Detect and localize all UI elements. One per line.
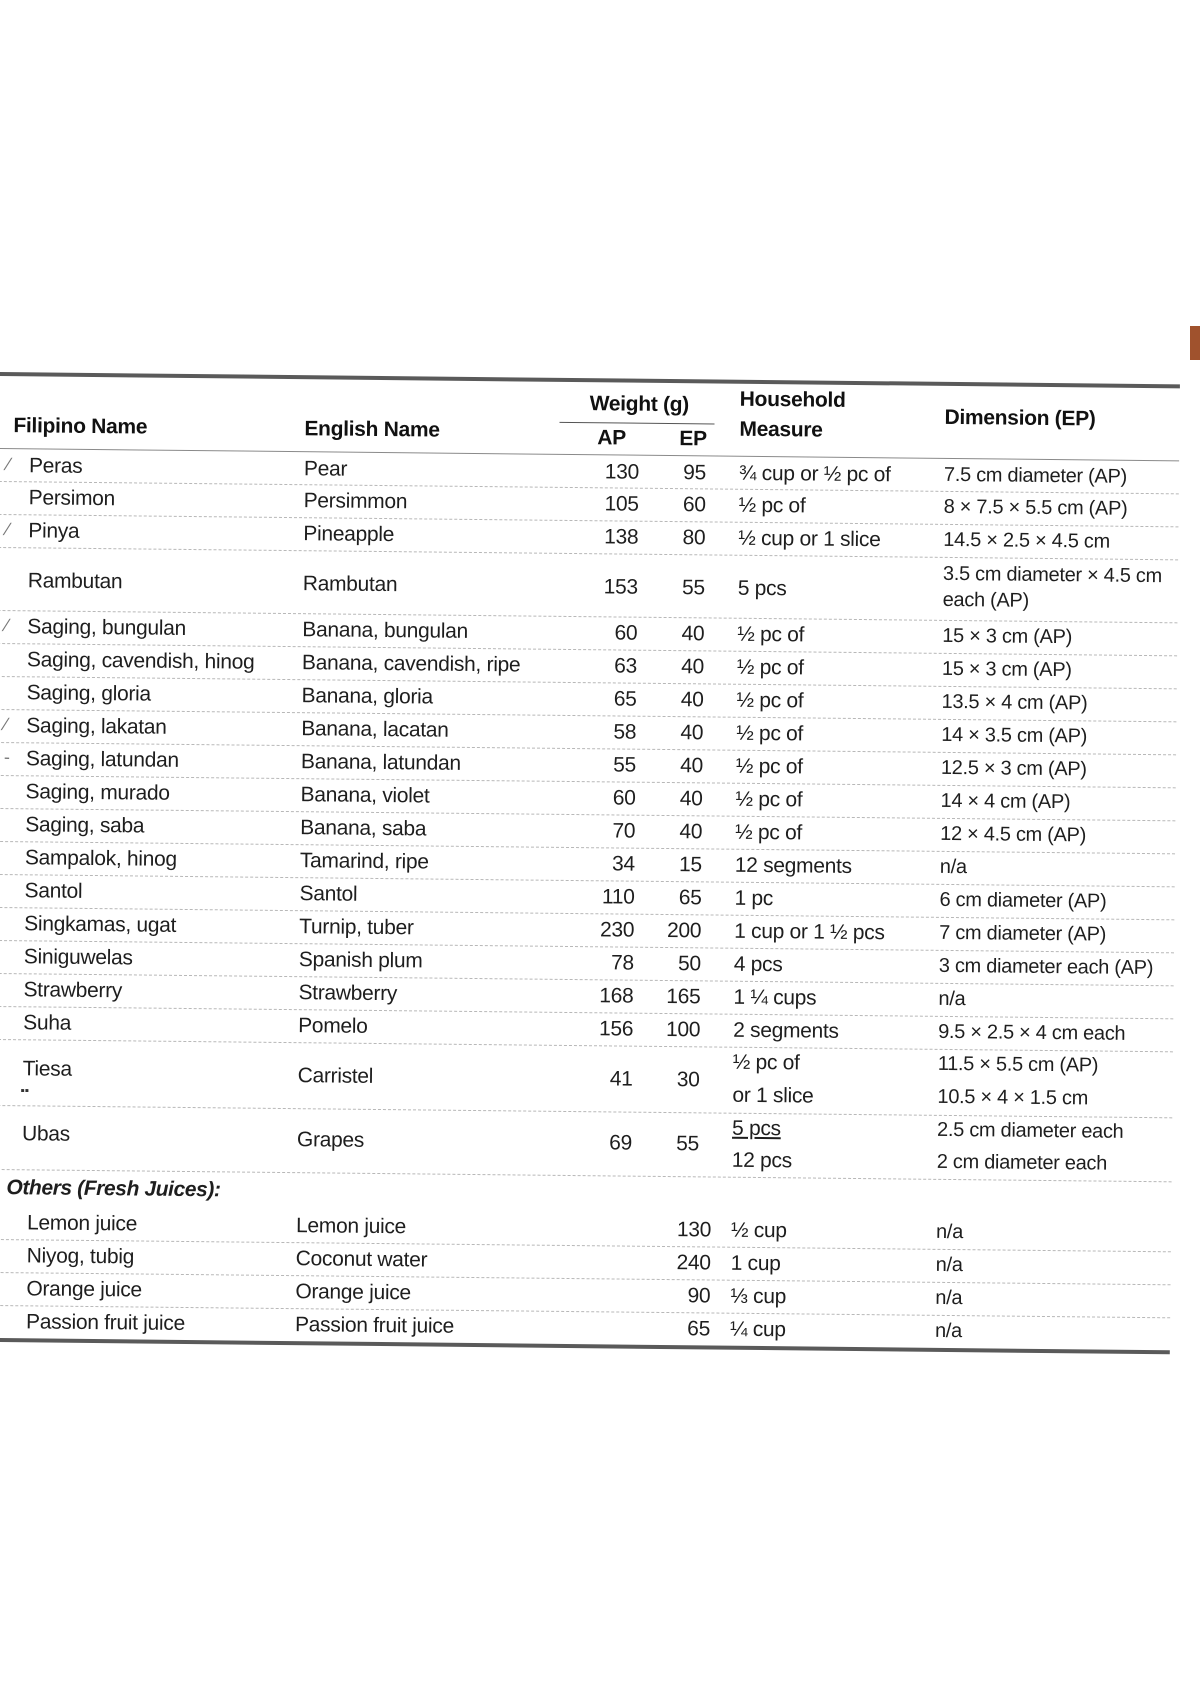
household-measure: ½ pc of: [735, 820, 803, 845]
weight-ep: 200: [666, 919, 702, 943]
english-name: Passion fruit juice: [294, 1313, 455, 1338]
filipino-name: Saging, gloria: [26, 681, 151, 706]
weight-ep: 65: [687, 1317, 711, 1341]
english-name: Persimmon: [303, 489, 408, 514]
check-mark: ⁄: [4, 714, 8, 735]
table-row: [0, 1105, 1172, 1182]
header-dimension: Dimension (EP): [944, 405, 1096, 431]
weight-ap: 70: [612, 819, 636, 843]
dimension: 15 × 3 cm (AP): [942, 624, 1073, 649]
filipino-name: Suha: [23, 1011, 72, 1035]
dimension: 12.5 × 3 cm (AP): [940, 756, 1087, 781]
english-name: Banana, saba: [300, 816, 427, 841]
filipino-name: Tiesa: [22, 1057, 72, 1081]
english-name: Banana, lacatan: [301, 717, 449, 742]
weight-ep: 30: [676, 1068, 700, 1092]
filipino-name: Saging, murado: [25, 780, 170, 805]
header-weight: Weight (g): [589, 392, 690, 417]
filipino-name: Niyog, tubig: [26, 1244, 135, 1269]
weight-ep: 95: [683, 461, 707, 485]
household-measure: 5 pcs: [737, 576, 787, 601]
filipino-name: Saging, saba: [25, 813, 145, 838]
dimension: n/a: [938, 987, 966, 1011]
dimension: 14 × 3.5 cm (AP): [941, 723, 1088, 748]
household-measure: 1 cup: [730, 1251, 781, 1276]
table-header: [0, 380, 1180, 461]
dimension: 14 × 4 cm (AP): [940, 789, 1071, 814]
english-name: Turnip, tuber: [299, 915, 414, 940]
weight-ep: 165: [666, 985, 701, 1009]
household-measure: 2 segments: [733, 1018, 839, 1043]
weight-ep: 40: [681, 655, 705, 679]
english-name: Pear: [303, 457, 348, 481]
dimension: n/a: [935, 1286, 963, 1310]
english-name: Orange juice: [295, 1280, 411, 1305]
dimension: n/a: [935, 1253, 963, 1277]
weight-ep: 40: [681, 622, 705, 646]
english-name: Banana, latundan: [300, 750, 461, 775]
food-exchange-table: [0, 372, 1185, 1384]
weight-ep: 60: [682, 493, 706, 517]
weight-ap: 69: [609, 1131, 633, 1155]
weight-ap: 105: [604, 492, 639, 516]
header-ep: EP: [679, 427, 707, 451]
dimension: 7.5 cm diameter (AP): [943, 463, 1128, 488]
filipino-name: Siniguwelas: [23, 945, 133, 970]
header-measure: Measure: [739, 417, 823, 442]
dimension: 11.5 × 5.5 cm (AP): [937, 1052, 1099, 1077]
english-name: Banana, bungulan: [302, 618, 469, 643]
english-name: Tamarind, ripe: [299, 849, 429, 874]
weight-ap: 110: [601, 885, 635, 909]
dimension-line-2: 10.5 × 4 × 1.5 cm: [937, 1085, 1089, 1110]
weight-ap: 78: [610, 951, 634, 975]
dimension-line-2: 2 cm diameter each: [936, 1150, 1108, 1175]
filipino-name: Singkamas, ugat: [24, 912, 177, 937]
household-measure: 12 segments: [734, 853, 852, 878]
english-name: Banana, violet: [300, 783, 430, 808]
weight-ep: 100: [665, 1018, 701, 1042]
filipino-name: Strawberry: [23, 978, 123, 1003]
household-measure: ½ pc of: [732, 1050, 800, 1075]
filipino-name: Saging, cavendish, hinog: [26, 648, 255, 674]
weight-ap: 138: [604, 525, 639, 549]
household-measure: ½ pc of: [738, 493, 806, 518]
dimension: 6 cm diameter (AP): [939, 888, 1107, 913]
weight-ap: 65: [613, 687, 637, 711]
weight-ap: 168: [599, 984, 634, 1008]
dimension: 9.5 × 2.5 × 4 cm each: [938, 1020, 1126, 1045]
weight-ep: 50: [677, 952, 701, 976]
filipino-name: Pinya: [28, 519, 80, 543]
header-ap: AP: [597, 426, 627, 450]
dimension-line-2: each (AP): [942, 588, 1030, 612]
household-measure: ½ pc of: [735, 787, 803, 812]
filipino-name: Peras: [28, 454, 83, 478]
household-measure: ¼ cup: [729, 1317, 786, 1342]
filipino-name: Santol: [24, 879, 83, 903]
filipino-name: Ubas: [21, 1122, 70, 1146]
check-mark: -: [3, 747, 11, 768]
filipino-name: Lemon juice: [26, 1211, 138, 1236]
household-measure: ½ cup or 1 slice: [738, 526, 881, 552]
header-household: Household: [739, 387, 846, 412]
dimension: 3 cm diameter each (AP): [938, 954, 1154, 980]
weight-ep: 40: [680, 688, 704, 712]
weight-ap: 60: [612, 786, 636, 810]
section-title: Others (Fresh Juices):: [6, 1176, 221, 1202]
english-name: Pineapple: [303, 522, 395, 547]
weight-ap: 58: [613, 720, 637, 744]
english-name: Banana, gloria: [301, 684, 433, 709]
weight-ep: 40: [680, 754, 704, 778]
margin-mark: ▪▪: [20, 1083, 30, 1098]
household-measure: 1 ¼ cups: [733, 985, 817, 1010]
weight-ap: 34: [611, 852, 636, 876]
dimension: 14.5 × 2.5 × 4.5 cm: [943, 528, 1111, 553]
household-measure: 1 pc: [734, 886, 774, 911]
filipino-name: Passion fruit juice: [25, 1310, 186, 1335]
english-name: Coconut water: [295, 1247, 428, 1272]
weight-header-divider: [559, 422, 714, 425]
weight-ep: 80: [682, 526, 706, 550]
weight-ep: 40: [679, 787, 703, 811]
dimension: n/a: [934, 1319, 963, 1343]
header-english-name: English Name: [304, 417, 440, 442]
weight-ap: 60: [614, 621, 638, 645]
household-measure: 1 cup or 1 ½ pcs: [734, 919, 885, 945]
book-page-edge: [1190, 326, 1200, 360]
weight-ep: 65: [678, 886, 702, 910]
english-name: Banana, cavendish, ripe: [301, 651, 521, 677]
weight-ep: 40: [680, 721, 704, 745]
dimension: 3.5 cm diameter × 4.5 cm: [942, 562, 1163, 588]
filipino-name: Sampalok, hinog: [24, 846, 177, 871]
check-mark: ⁄: [6, 519, 10, 540]
household-measure: ⅓ cup: [730, 1284, 787, 1309]
english-name: Grapes: [296, 1128, 365, 1152]
household-measure: ¾ cup or ½ pc of: [738, 461, 891, 487]
english-name: Spanish plum: [298, 948, 423, 973]
household-measure-line-2: or 1 slice: [732, 1083, 814, 1108]
check-mark: ⁄: [6, 454, 11, 475]
filipino-name: Orange juice: [26, 1277, 142, 1302]
household-measure: ½ pc of: [736, 688, 804, 713]
weight-ap: 230: [599, 918, 635, 942]
weight-ap: 156: [598, 1017, 634, 1041]
english-name: Carristel: [297, 1064, 374, 1088]
dimension: 15 × 3 cm (AP): [941, 657, 1072, 682]
household-measure: ½ cup: [730, 1218, 787, 1243]
household-measure: ½ pc of: [735, 754, 803, 779]
weight-ap: 55: [613, 753, 637, 777]
filipino-name: Saging, lakatan: [26, 714, 167, 739]
filipino-name: Saging, latundan: [25, 747, 179, 772]
filipino-name: Rambutan: [27, 569, 123, 594]
dimension: 8 × 7.5 × 5.5 cm (AP): [943, 495, 1128, 520]
dimension: n/a: [935, 1220, 964, 1244]
household-measure: 5 pcs: [732, 1116, 781, 1141]
weight-ap: 153: [603, 575, 638, 599]
weight-ep: 90: [687, 1284, 711, 1308]
dimension: 13.5 × 4 cm (AP): [941, 690, 1088, 715]
english-name: Rambutan: [302, 572, 398, 597]
weight-ap: 63: [614, 654, 638, 678]
weight-ep: 55: [681, 576, 705, 600]
filipino-name: Persimon: [28, 486, 116, 511]
english-name: Pomelo: [298, 1014, 368, 1038]
dimension: 2.5 cm diameter each: [937, 1118, 1124, 1143]
english-name: Lemon juice: [295, 1214, 407, 1239]
dimension: n/a: [939, 855, 967, 879]
household-measure: ½ pc of: [736, 721, 804, 746]
weight-ep: 40: [679, 820, 703, 844]
weight-ap: 130: [604, 460, 640, 484]
household-measure: 4 pcs: [733, 952, 783, 977]
dimension: 12 × 4.5 cm (AP): [940, 822, 1087, 847]
dimension: 7 cm diameter (AP): [939, 921, 1107, 946]
household-measure: ½ pc of: [736, 655, 804, 680]
weight-ep: 240: [676, 1251, 711, 1275]
weight-ep: 15: [678, 853, 702, 877]
weight-ep: 55: [676, 1132, 700, 1156]
household-measure-line-2: 12 pcs: [731, 1148, 792, 1173]
household-measure: ½ pc of: [737, 622, 805, 647]
weight-ap: 41: [609, 1067, 633, 1091]
weight-ep: 130: [676, 1218, 712, 1242]
check-mark: ⁄: [5, 615, 9, 636]
english-name: Santol: [299, 882, 358, 906]
header-filipino-name: Filipino Name: [13, 414, 148, 439]
filipino-name: Saging, bungulan: [27, 615, 187, 640]
english-name: Strawberry: [298, 981, 398, 1006]
